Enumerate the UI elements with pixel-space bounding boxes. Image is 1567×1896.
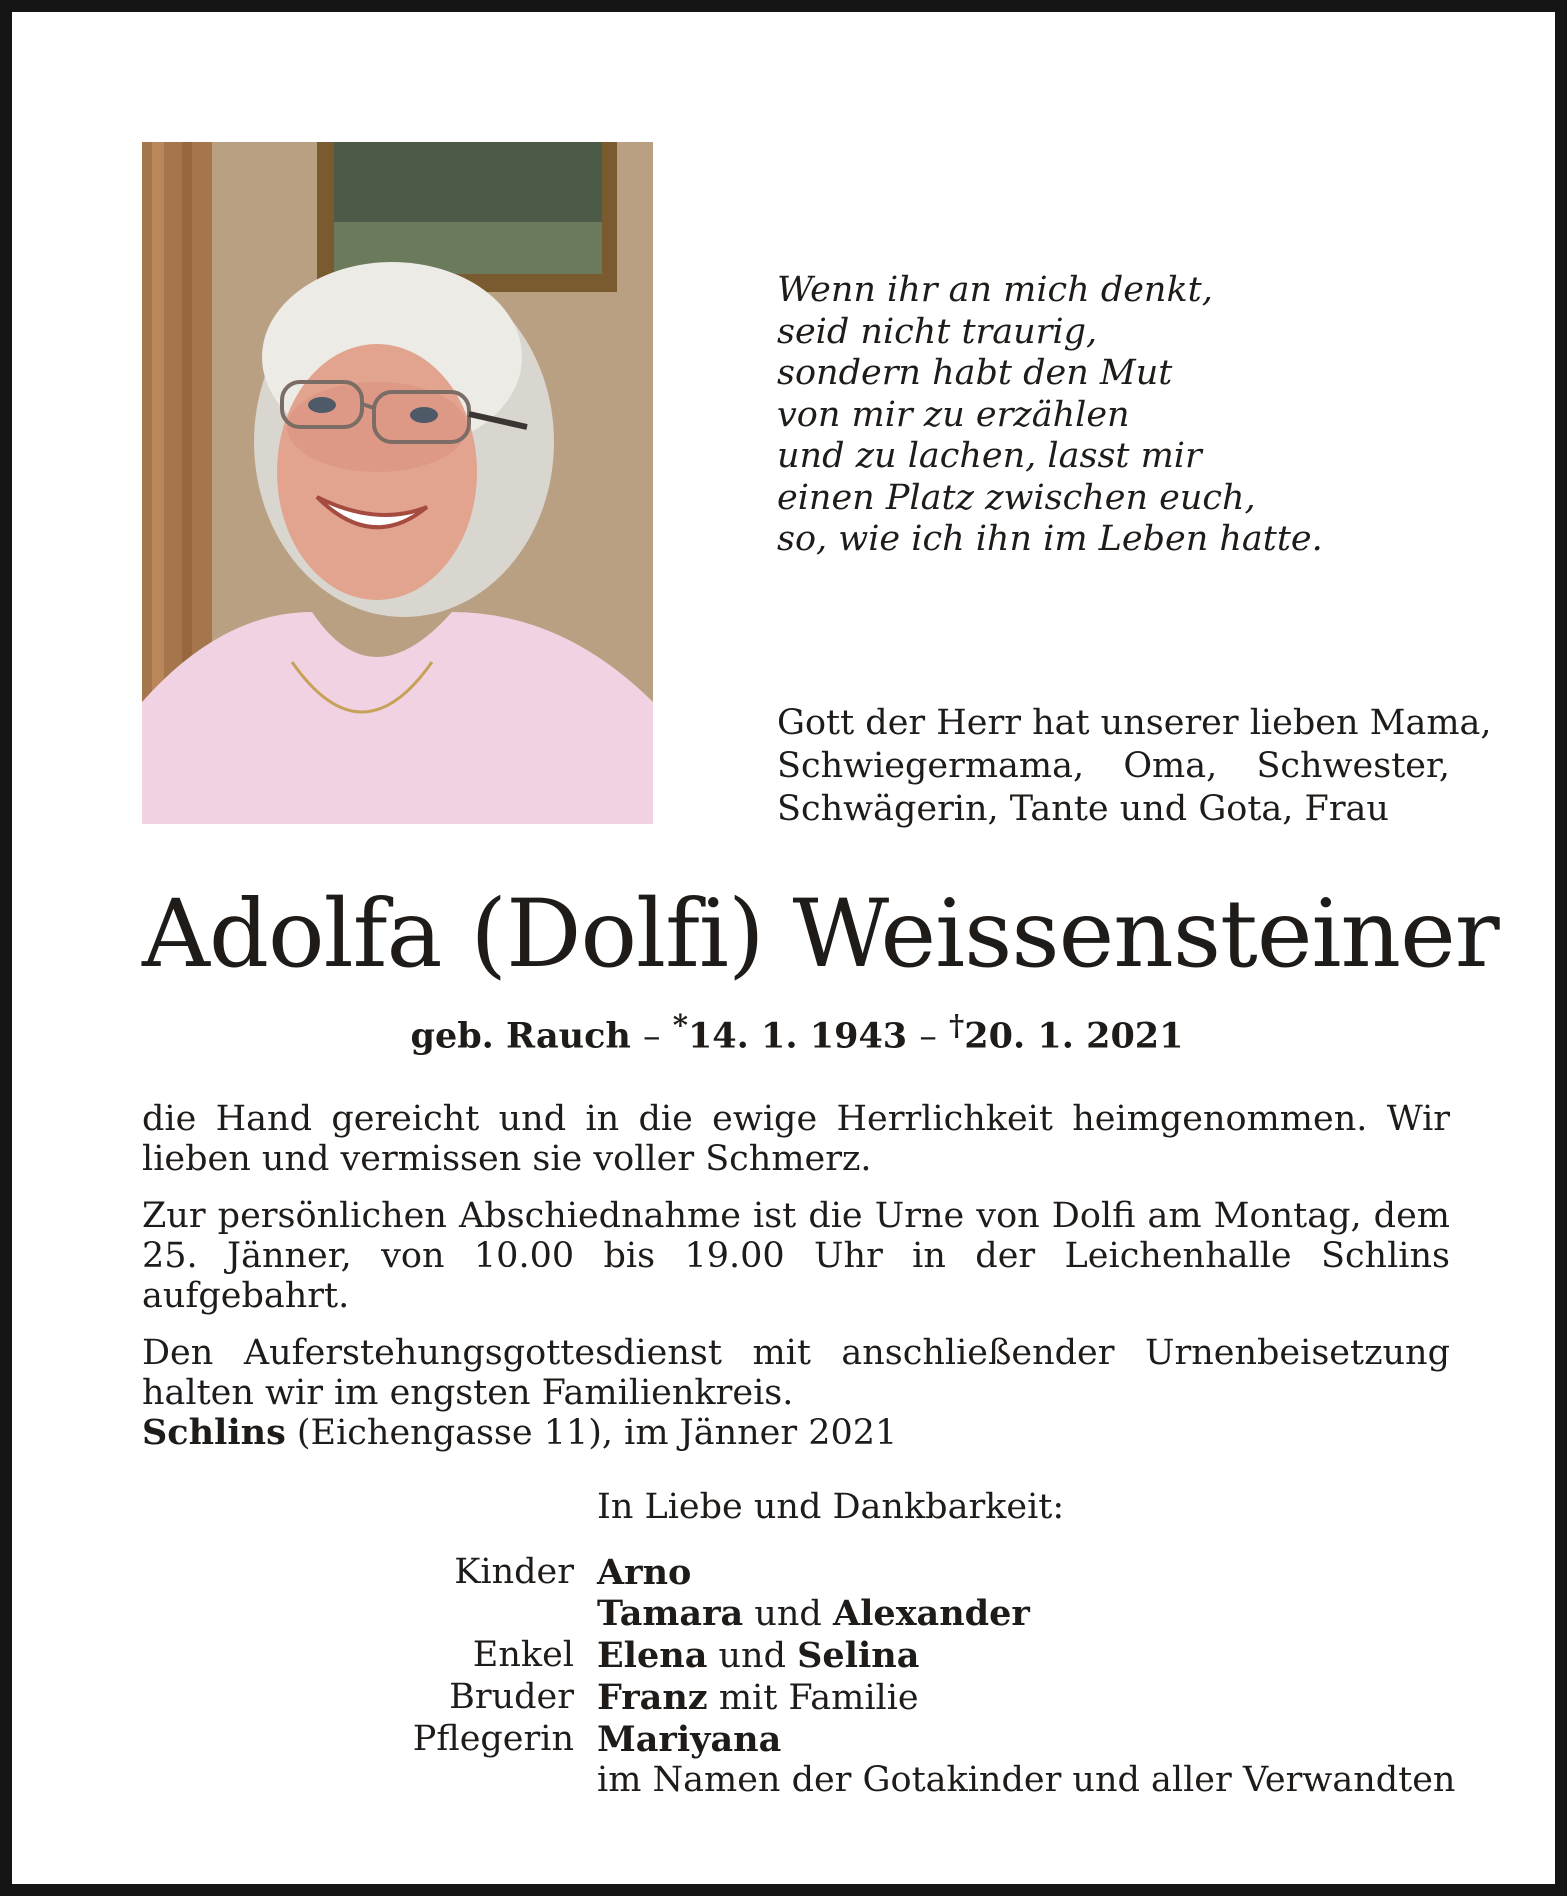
relation-label: Enkel [472,1635,574,1675]
intro-line [777,702,1492,745]
family-row-kinder [312,1552,1455,1593]
intro-fragment: Schwester, [1256,746,1450,786]
maiden-name: geb. Rauch [410,1015,631,1057]
relation-label: Kinder [454,1552,574,1592]
family-row-closing [312,1760,1455,1801]
announcement-body [142,1099,1450,1430]
family-row-enkel [312,1635,1455,1677]
family-name: Tamara [597,1593,744,1634]
family-name: Selina [797,1635,920,1676]
family-row-pflegerin [312,1719,1455,1760]
deceased-name: Adolfa (Dolfi) Weissensteiner [142,880,1499,989]
paragraph: Zur persönlichen Abschiednahme ist die Urne von Dolfi am Montag, dem 25. Jänner, von 10.00 bis 19.00 Uhr in der Leichenhalle Schlins aufgebahrt. [142,1196,1450,1316]
connector: mit Familie [707,1678,919,1718]
closing-line: im Namen der Gotakinder und aller Verwandten [597,1760,1456,1800]
intro-fragment: Schwägerin, Tante und Gota, Frau [777,789,1389,829]
death-cross-icon: † [949,1008,965,1042]
intro-text [777,702,1492,831]
intro-fragment: Schwiegermama, [777,746,1085,786]
place-and-date [142,1412,897,1453]
paragraph: Den Auferstehungsgottesdienst mit anschließender Urnenbeisetzung halten wir im engsten Familienkreis. [142,1333,1450,1413]
poem-line: sondern habt den Mut [777,353,1173,393]
portrait-photo [142,142,653,824]
connector: und [707,1636,798,1676]
death-date: 20. 1. 2021 [964,1015,1184,1057]
relation-label: Pflegerin [412,1719,574,1759]
intro-fragment: Oma, [1123,746,1218,786]
intro-line [777,745,1450,788]
poem-line: Wenn ihr an mich denkt, [777,270,1213,310]
relation-label: Bruder [449,1677,574,1717]
portrait-illustration [142,142,653,824]
poem-line: so, wie ich ihn im Leben hatte. [777,519,1323,559]
family-name: Alexander [832,1593,1030,1634]
address-date: (Eichengasse 11), im Jänner 2021 [285,1413,898,1453]
family-names [597,1635,919,1677]
poem-line: von mir zu erzählen [777,394,1130,435]
poem-line: einen Platz zwischen euch, [777,477,1256,518]
thanks-heading: In Liebe und Dankbarkeit: [597,1487,1065,1527]
birth-date: 14. 1. 1943 [687,1015,908,1057]
connector: und [743,1594,833,1634]
dash: – [919,1016,937,1057]
birth-star-icon: * [672,1008,688,1042]
relation-label-empty [312,1593,597,1635]
dash: – [643,1016,661,1057]
family-row-bruder [312,1677,1455,1719]
family-list [312,1552,1455,1801]
poem-line: seid nicht traurig, [777,311,1098,352]
family-row-kinder-2 [312,1593,1455,1635]
paragraph: die Hand gereicht und in die ewige Herrlichkeit heimgenommen. Wir lieben und vermissen sie voller Schmerz. [142,1099,1450,1179]
family-names [597,1677,919,1719]
intro-line [777,788,1450,831]
intro-fragment: Gott der Herr hat unserer lieben Mama, [777,703,1492,743]
poem [777,270,1337,561]
poem-line: und zu lachen, lasst mir [777,436,1202,476]
family-names [597,1593,1030,1635]
life-dates [142,1008,1452,1057]
relation-label-empty [312,1760,597,1801]
family-name: Franz [597,1677,708,1718]
family-name: Elena [597,1635,708,1676]
family-name: Mariyana [597,1719,782,1760]
family-name: Arno [597,1552,692,1593]
town: Schlins [142,1412,286,1453]
